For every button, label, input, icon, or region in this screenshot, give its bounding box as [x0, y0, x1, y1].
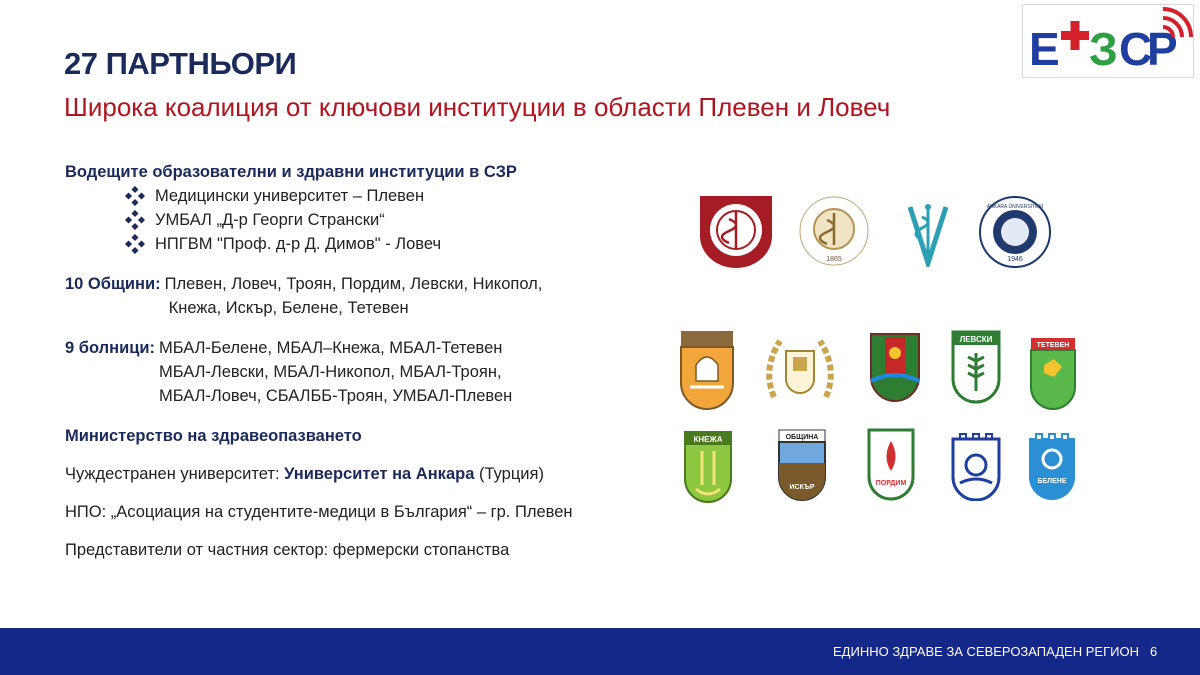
list-item: [125, 208, 625, 232]
spacer: [65, 320, 625, 336]
partners-list: [65, 160, 625, 562]
svg-text:1865: 1865: [826, 256, 842, 263]
hospitals-lines: [159, 336, 512, 408]
page-subtitle: Широка коалиция от ключови институции в области Плевен и Ловеч: [64, 92, 891, 122]
leading-item-text: УМБАЛ „Д-р Георги Странски“: [155, 211, 385, 229]
logo-letter-s: С: [1119, 23, 1153, 75]
teteven-coat-of-arms-icon: [1028, 335, 1078, 411]
logo-letter-e: Е: [1029, 23, 1060, 75]
diamond-bullet-icon: [125, 186, 145, 206]
logo-letter-z: З: [1089, 23, 1118, 75]
veterinary-school-emblem-icon: [906, 201, 950, 267]
foreign-prefix: Чуждестранен университет:: [65, 465, 285, 483]
spacer: [65, 256, 625, 272]
umbal-pleven-seal-icon: [798, 195, 870, 267]
pleven-coat-of-arms-icon: [678, 327, 736, 411]
ankara-university-seal-icon: [978, 195, 1052, 269]
svg-text:ИСКЪР: ИСКЪР: [789, 484, 815, 491]
svg-text:ПОРДИМ: ПОРДИМ: [875, 480, 907, 487]
leading-list: [125, 184, 625, 256]
leading-item-text: НПГВМ "Проф. д-р Д. Димов" - Ловеч: [155, 235, 442, 253]
pordim-coat-of-arms-icon: [866, 427, 916, 503]
hospitals-line: МБАЛ-Ловеч, СБАЛББ-Троян, УМБАЛ-Плевен: [159, 387, 513, 405]
nikopol-coat-of-arms-icon: [950, 431, 1002, 501]
hospitals-label: 9 болници:: [65, 339, 155, 357]
list-item: [125, 184, 625, 208]
municipalities-block: [65, 272, 625, 320]
spacer: [65, 448, 625, 462]
svg-text:КНЕЖА: КНЕЖА: [693, 435, 723, 444]
partner-emblems: [630, 165, 1120, 520]
leading-item-text: Медицински университет – Плевен: [155, 187, 425, 205]
municipalities-line: Плевен, Ловеч, Троян, Пордим, Левски, Никопол,: [164, 275, 543, 293]
municipalities-label: 10 Общини:: [65, 275, 161, 293]
project-logo: [1022, 4, 1194, 78]
hospitals-line: МБАЛ-Белене, МБАЛ–Кнежа, МБАЛ-Тетевен: [159, 339, 503, 357]
logo-letter-r: Р: [1147, 23, 1178, 75]
logo-cross-v: [1071, 21, 1080, 50]
diamond-bullet-icon: [125, 234, 145, 254]
foreign-name: Университет на Анкара: [284, 465, 475, 483]
municipalities-line: Кнежа, Искър, Белене, Тетевен: [168, 299, 409, 317]
leading-heading: Водещите образователни и здравни институции в СЗР: [65, 163, 517, 181]
iskar-coat-of-arms-icon: [776, 427, 828, 503]
hospitals-line: МБАЛ-Левски, МБАЛ-Никопол, МБАЛ-Троян,: [159, 363, 502, 381]
svg-text:ОБЩИНА: ОБЩИНА: [785, 434, 819, 441]
lovech-coat-of-arms-icon: [760, 331, 840, 405]
foreign-suffix: (Турция): [474, 465, 544, 483]
foreign-university: [65, 462, 625, 486]
municipalities-lines: [165, 272, 543, 320]
svg-text:ANKARA ÜNİVERSİTESİ: ANKARA ÜNİVERSİTESİ: [986, 204, 1044, 210]
svg-text:1946: 1946: [1007, 256, 1023, 263]
spacer: [65, 524, 625, 538]
list-item: [125, 232, 625, 256]
private-sector-text: Представители от частния сектор: фермерски стопанства: [65, 541, 510, 559]
spacer: [65, 408, 625, 424]
svg-text:БЕЛЕНЕ: БЕЛЕНЕ: [1037, 478, 1067, 485]
svg-text:ЛЕВСКИ: ЛЕВСКИ: [959, 335, 993, 344]
levski-coat-of-arms-icon: [950, 329, 1002, 405]
hospitals-block: [65, 336, 625, 408]
page-number: 6: [1150, 644, 1158, 659]
medical-university-pleven-seal-icon: [696, 192, 776, 268]
footer-bar: [0, 628, 1200, 675]
ngo-text: НПО: „Асоциация на студентите-медици в България“ – гр. Плевен: [65, 503, 573, 521]
spacer: [65, 486, 625, 500]
ministry-text: Министерство на здравеопазването: [65, 427, 362, 445]
page-title: 27 ПАРТНЬОРИ: [64, 46, 297, 81]
knezha-coat-of-arms-icon: [682, 429, 734, 505]
svg-text:ТЕТЕВЕН: ТЕТЕВЕН: [1036, 342, 1070, 349]
diamond-bullet-icon: [125, 210, 145, 230]
troyan-coat-of-arms-icon: [868, 331, 922, 403]
belene-coat-of-arms-icon: [1026, 431, 1078, 501]
ezsr-logo-graphic: [1023, 5, 1193, 77]
footer-text: ЕДИННО ЗДРАВЕ ЗА СЕВЕРОЗАПАДЕН РЕГИОН: [833, 644, 1139, 659]
